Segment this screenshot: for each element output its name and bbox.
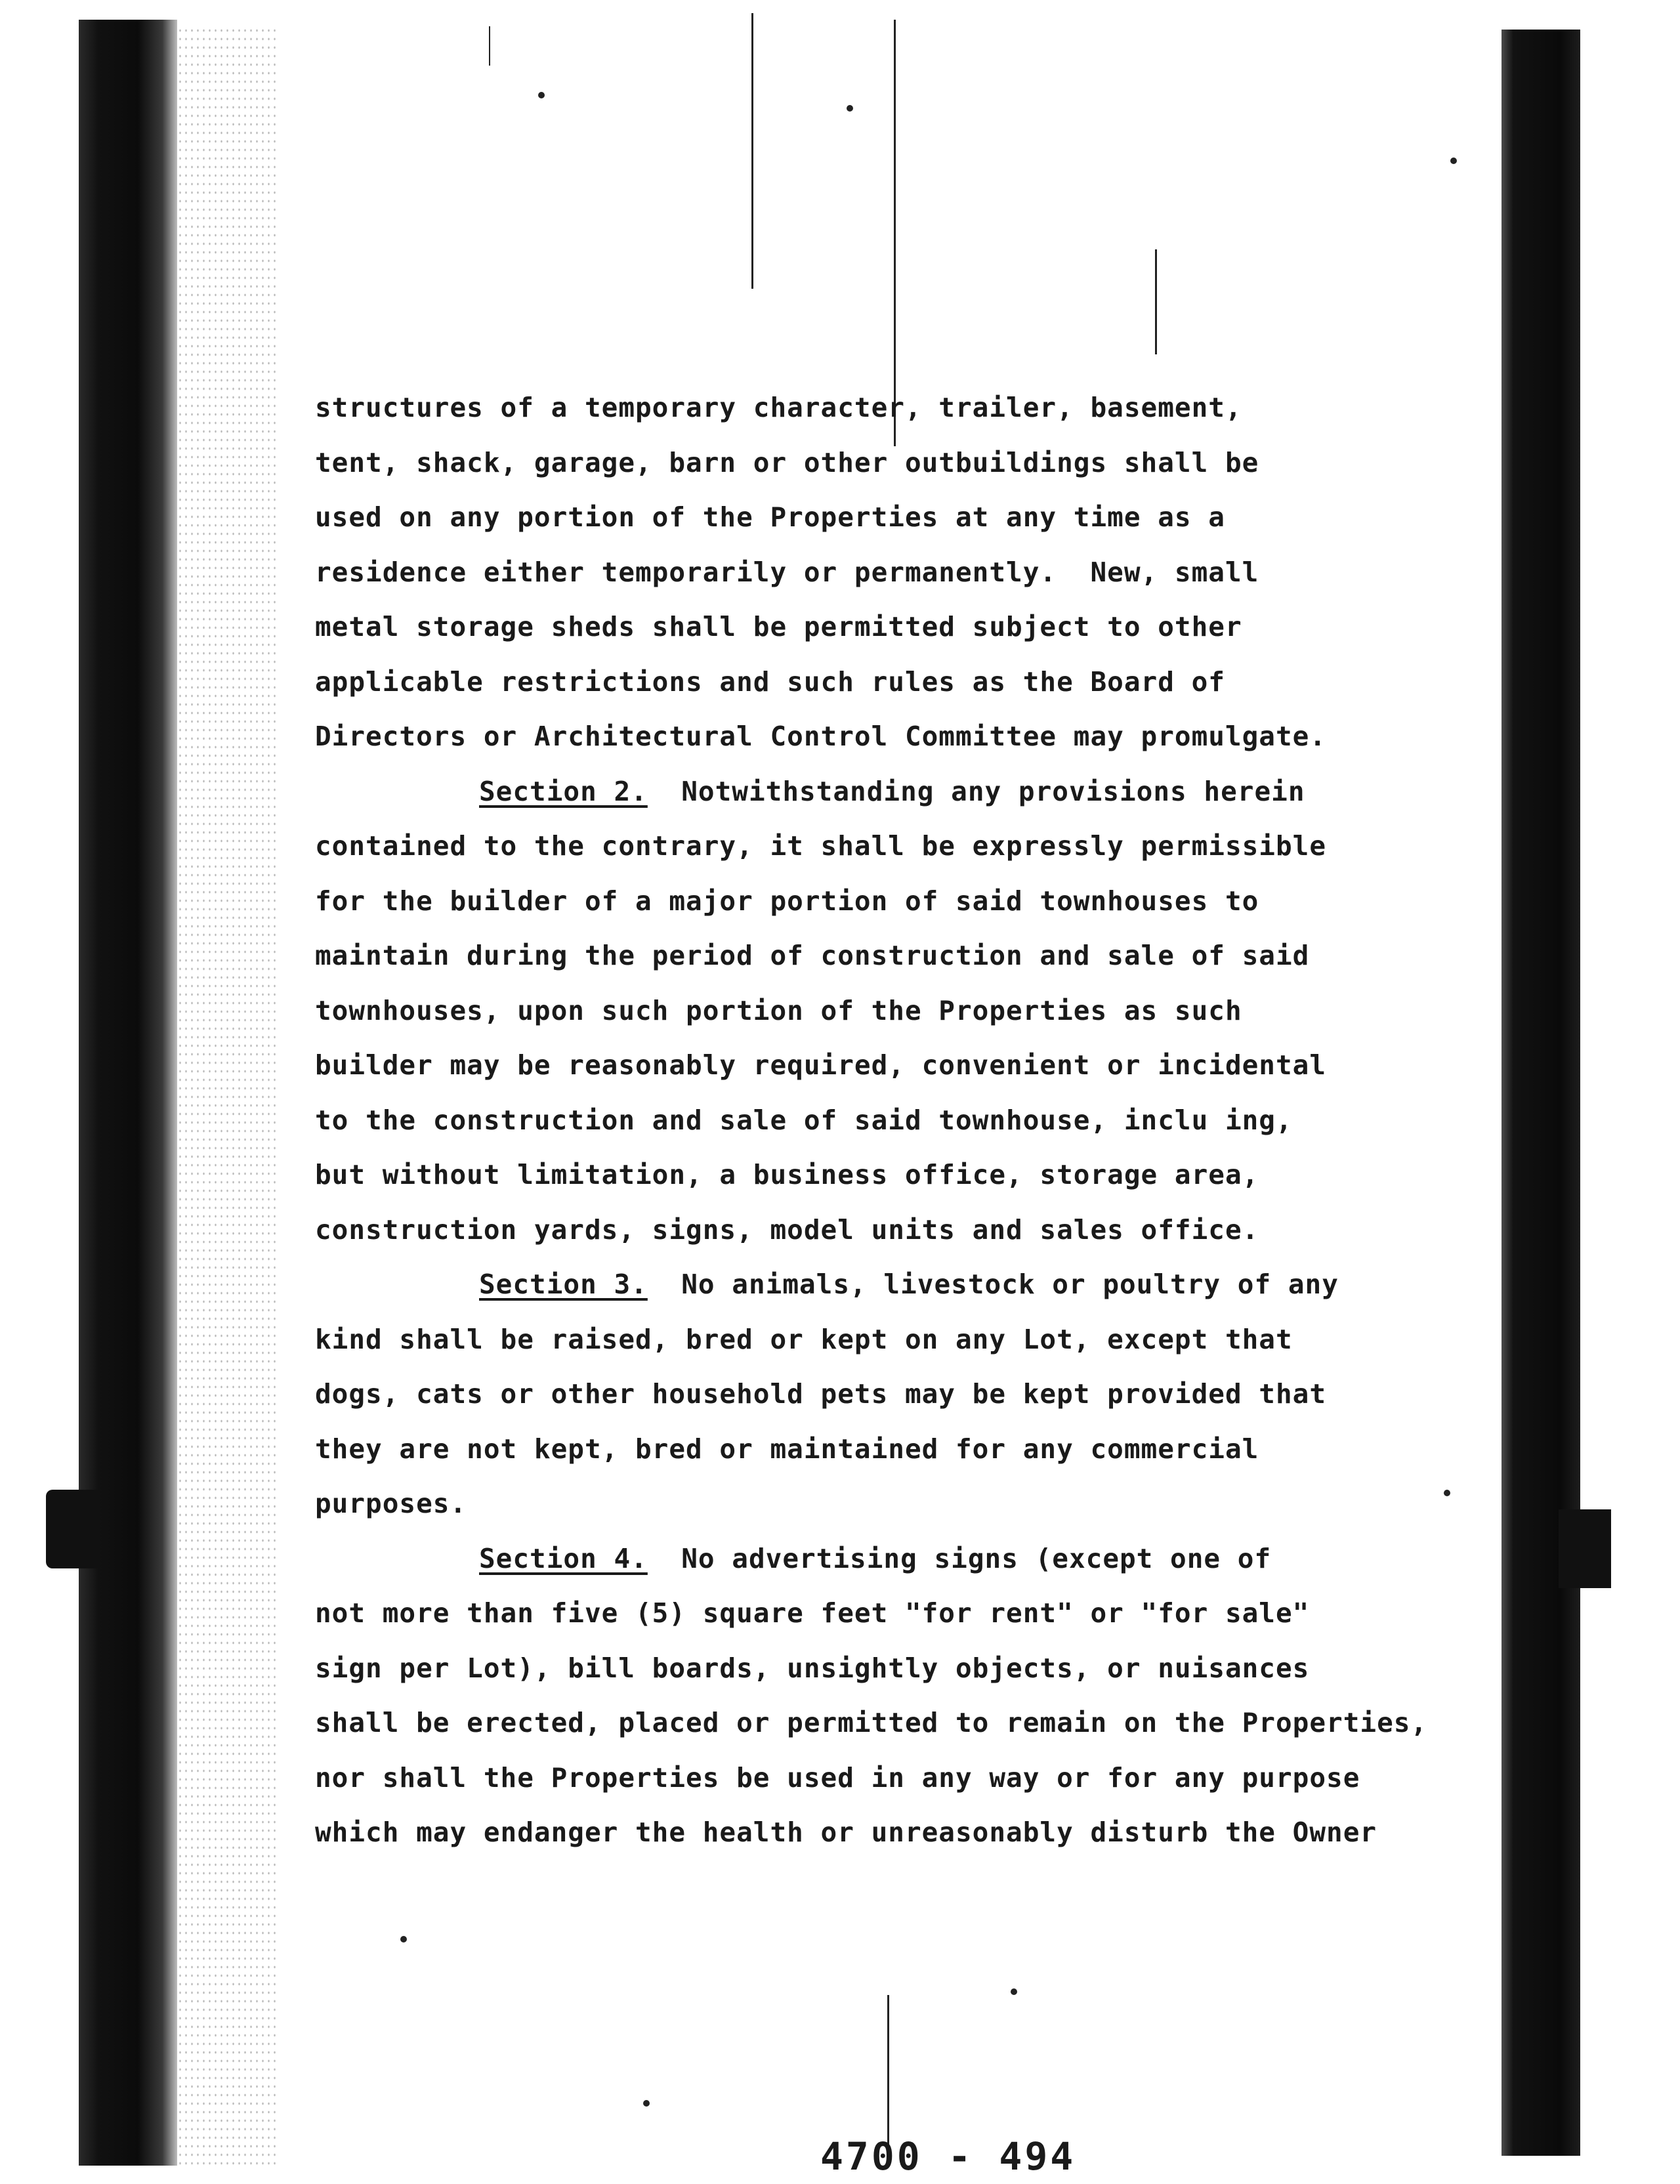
scan-noise	[177, 26, 276, 2166]
text-line: to the construction and sale of said townhouse, inclu ing,	[315, 1104, 1293, 1136]
text-line: tent, shack, garage, barn or other outbuildings shall be	[315, 446, 1259, 478]
scan-edge-right-notch	[1559, 1509, 1611, 1588]
text-line: they are not kept, bred or maintained for any commercial	[315, 1433, 1259, 1465]
text-line: residence either temporarily or permanently. New, small	[315, 556, 1259, 588]
text-line: sign per Lot), bill boards, unsightly objects, or nuisances	[315, 1652, 1310, 1684]
text-line: dogs, cats or other household pets may be kept provided that	[315, 1378, 1327, 1410]
scan-speck	[1450, 158, 1457, 164]
text-line: applicable restrictions and such rules as the Board of	[315, 665, 1225, 698]
section-2-first-text: Notwithstanding any provisions herein	[647, 775, 1305, 807]
text-line: purposes.	[315, 1488, 467, 1519]
text-line: but without limitation, a business office, storage area,	[315, 1159, 1259, 1190]
text-line: builder may be reasonably required, convenient or incidental	[315, 1049, 1327, 1081]
section-3-heading: Section 3.	[479, 1269, 648, 1300]
text-line: maintain during the period of construction and sale of said	[315, 940, 1310, 971]
scan-artifact-line	[887, 1995, 889, 2146]
text-line: construction yards, signs, model units and sales office.	[315, 1213, 1259, 1246]
document-body	[315, 381, 1470, 1860]
text-line: used on any portion of the Properties at any time as a	[315, 501, 1225, 533]
scan-artifact-line	[1155, 249, 1157, 354]
scan-edge-left	[79, 20, 177, 2166]
text-line: which may endanger the health or unreasonably disturb the Owner	[315, 1816, 1377, 1848]
text-line: structures of a temporary character, trailer, basement,	[315, 392, 1242, 423]
scan-artifact-line	[751, 13, 753, 289]
section-2-heading: Section 2.	[479, 775, 648, 807]
text-line: for the builder of a major portion of said townhouses to	[315, 885, 1259, 917]
text-line: townhouses, upon such portion of the Properties as such	[315, 994, 1242, 1026]
scan-speck	[538, 92, 545, 98]
scan-edge-right	[1502, 30, 1580, 2156]
text-line: nor shall the Properties be used in any way or for any purpose	[315, 1761, 1360, 1794]
scan-speck	[400, 1936, 407, 1942]
text-line: kind shall be raised, bred or kept on any Lot, except that	[315, 1323, 1293, 1355]
section-2-first-line	[315, 765, 1470, 820]
text-line: Directors or Architectural Control Committee may promulgate.	[315, 721, 1327, 752]
scan-artifact-line	[489, 26, 490, 66]
text-line: shall be erected, placed or permitted to remain on the Properties,	[315, 1707, 1428, 1738]
text-line: not more than five (5) square feet "for rent" or "for sale"	[315, 1597, 1310, 1629]
scan-speck	[1011, 1988, 1017, 1995]
section-3-first-line	[315, 1257, 1470, 1312]
page-number: 4700 - 494	[820, 2134, 1076, 2172]
scan-speck	[847, 105, 853, 112]
text-line: contained to the contrary, it shall be expressly permissible	[315, 830, 1327, 862]
scan-speck	[643, 2100, 650, 2107]
section-4-first-line	[315, 1532, 1470, 1587]
scan-edge-left-notch	[46, 1490, 98, 1568]
section-4-heading: Section 4.	[479, 1542, 648, 1574]
text-line: metal storage sheds shall be permitted subject to other	[315, 611, 1242, 642]
section-3-first-text: No animals, livestock or poultry of any	[647, 1269, 1339, 1300]
section-4-first-text: No advertising signs (except one of	[647, 1542, 1272, 1574]
